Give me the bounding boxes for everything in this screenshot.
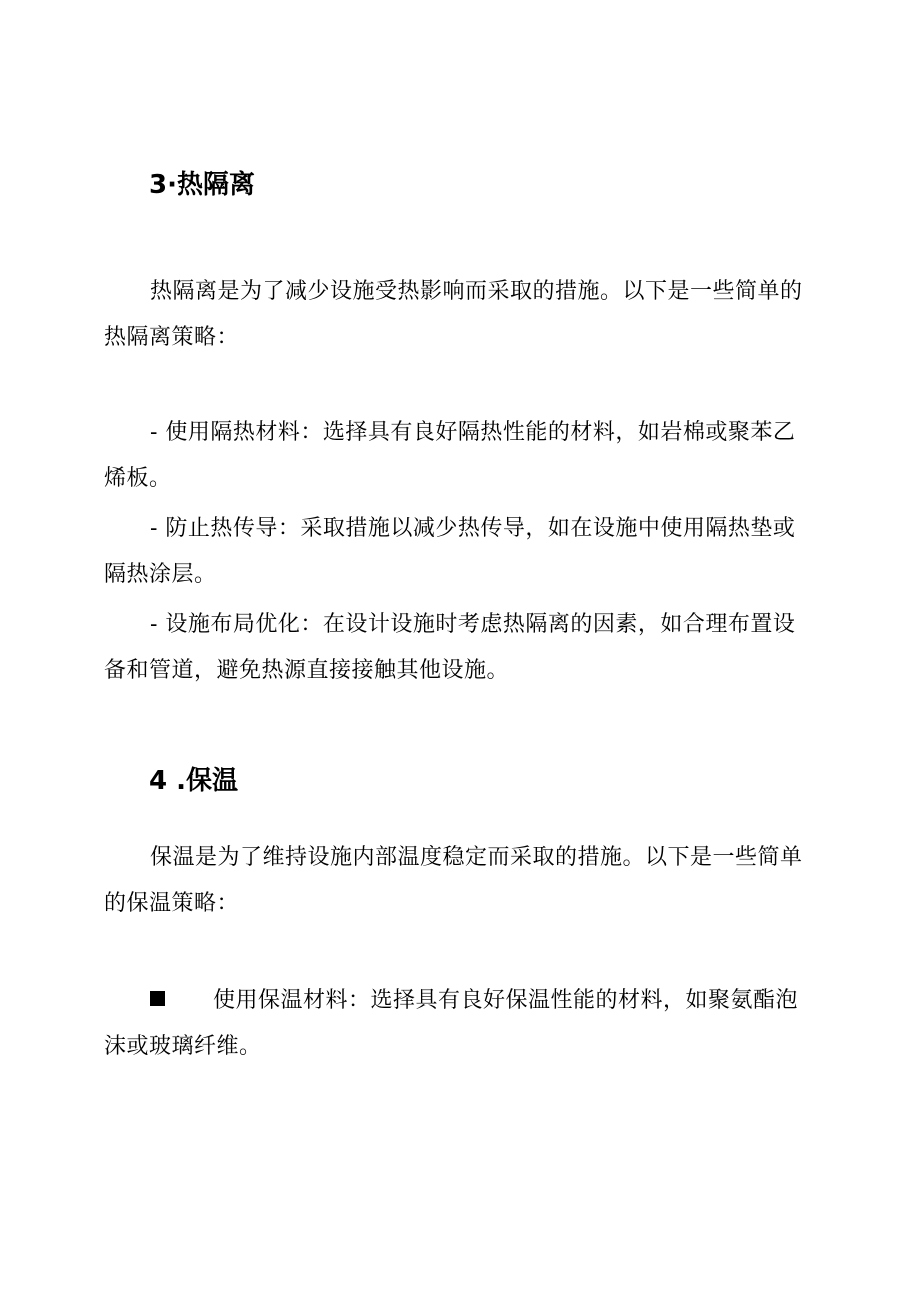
square-bullet-icon (150, 991, 165, 1006)
section-3-heading: 3·热隔离 (149, 170, 255, 200)
section-3-intro: 热隔离是为了减少设施受热影响而采取的措施。以下是一些简单的热隔离策略： (104, 279, 803, 350)
section-4-item-1-text: 使用保温材料：选择具有良好保温性能的材料，如聚氨酯泡沫或玻璃纤维。 (104, 988, 799, 1059)
section-3-bullet-3: - 设施布局优化：在设计设施时考虑热隔离的因素，如合理布置设备和管道，避免热源直接接触其他设施。 (104, 612, 796, 683)
section-4-item-1 (104, 978, 820, 1070)
section-4-heading: 4 .保温 (149, 766, 239, 796)
section-3-bullet-2: - 防止热传导：采取措施以减少热传导，如在设施中使用隔热垫或隔热涂层。 (104, 516, 796, 587)
section-4-intro: 保温是为了维持设施内部温度稳定而采取的措施。以下是一些简单的保温策略： (104, 845, 803, 916)
section-3-bullet-1: - 使用隔热材料：选择具有良好隔热性能的材料，如岩棉或聚苯乙烯板。 (104, 420, 796, 491)
